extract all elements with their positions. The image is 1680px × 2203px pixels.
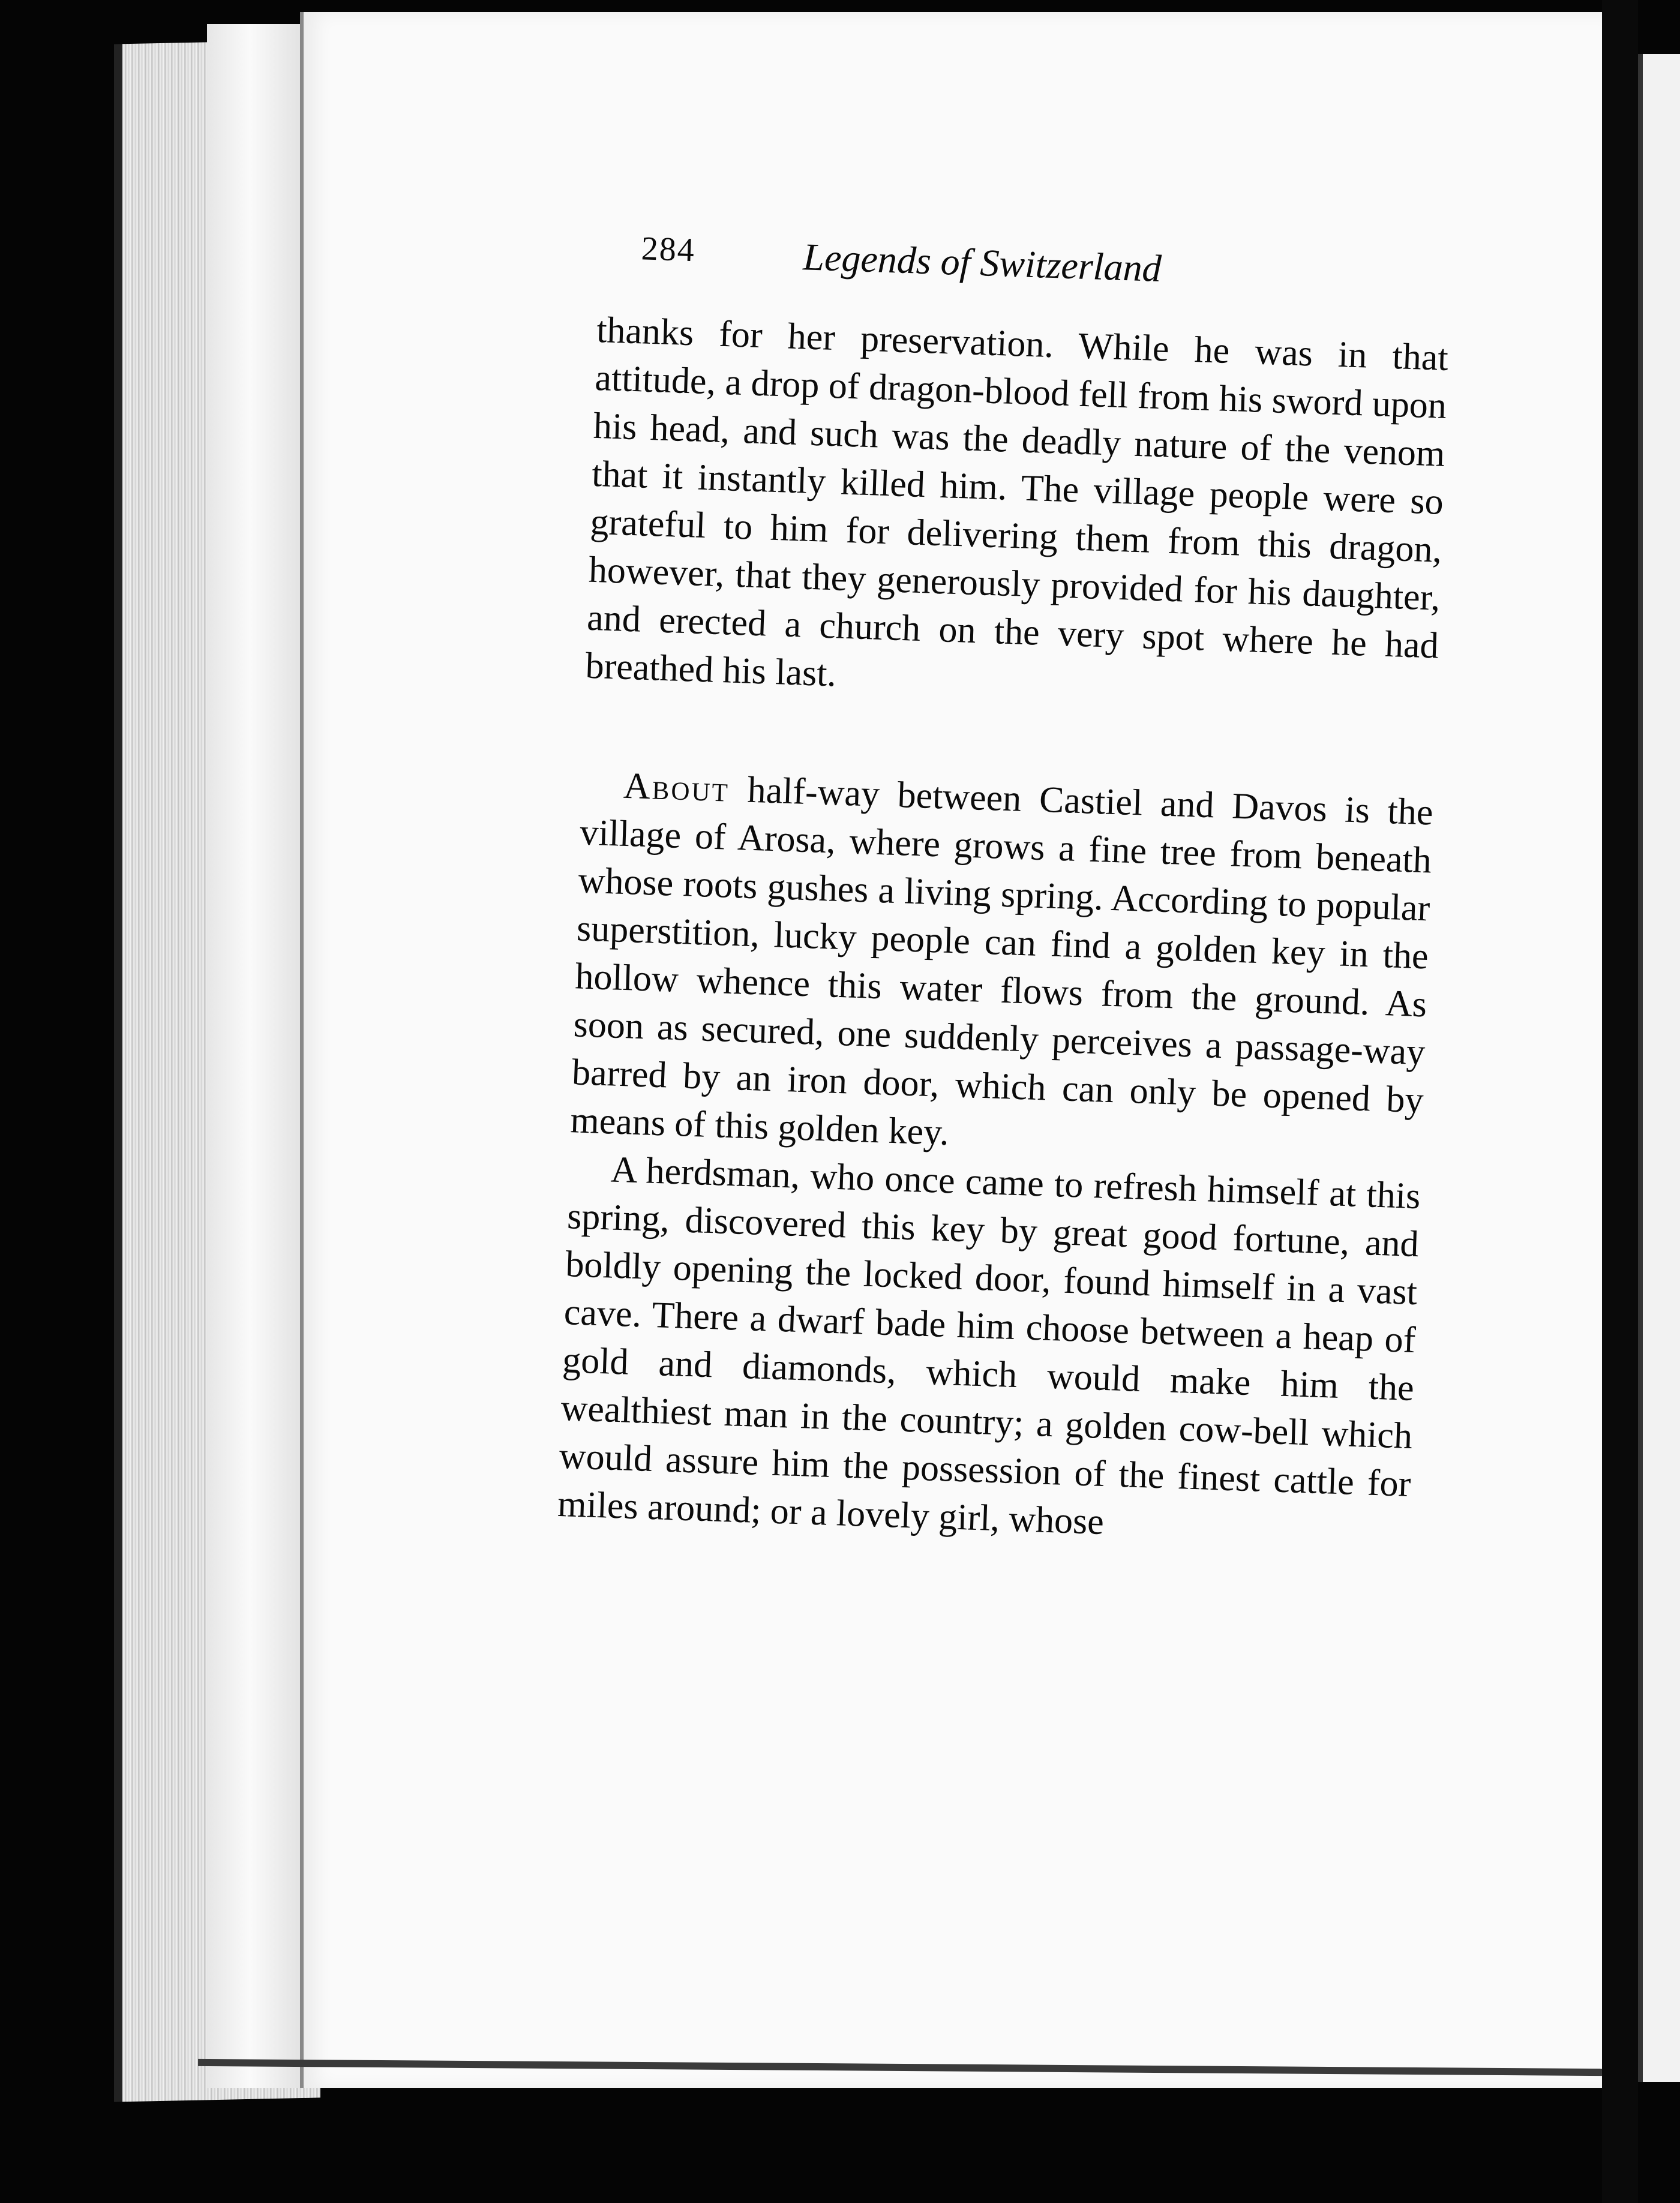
book-gutter (1602, 0, 1638, 2203)
paragraph-2 (569, 761, 1433, 1173)
running-title: Legends of Switzerland (802, 235, 1162, 290)
paragraph-1: thanks for her preservation. While he was in that attitude, a drop of dragon-blood fell from his sword upon his head, and such was the deadly nature of the venom that it instantly killed him. The village people were so grateful to him for delivering them from this dragon, however, that they generously provided for his daughter, and erected a church on the very spot where he had breathed his last. (584, 309, 1449, 695)
paragraph-2-lead: About (623, 765, 731, 810)
page-text-block (552, 228, 1451, 1695)
page-number: 284 (640, 230, 696, 269)
facing-page-edge (1638, 54, 1680, 2082)
paragraph-3: A herdsman, who once came to refresh himself at this spring, discovered this key by great good fortune, and boldly opening the locked door, found himself in a vast cave. There a dwarf bade him choose between a heap of gold and diamonds, which would make him the wealthiest man in the country; a golden cow-bell which would assure him the possession of the finest cattle for miles around; or a lovely girl, whose (557, 1149, 1421, 1543)
book-page-edges-inner (207, 24, 315, 2088)
paragraph-2-body: half-way between Castiel and Davos is the village of Arosa, where grows a fine tree from beneath whose roots gushes a living spring. According to popular superstition, lucky people can find a golden key in the hollow whence this water flows from the ground. As soon as secured, one suddenly perceives a passage-way barred by an iron door, which can only be opened by means of this golden key. (569, 769, 1434, 1154)
